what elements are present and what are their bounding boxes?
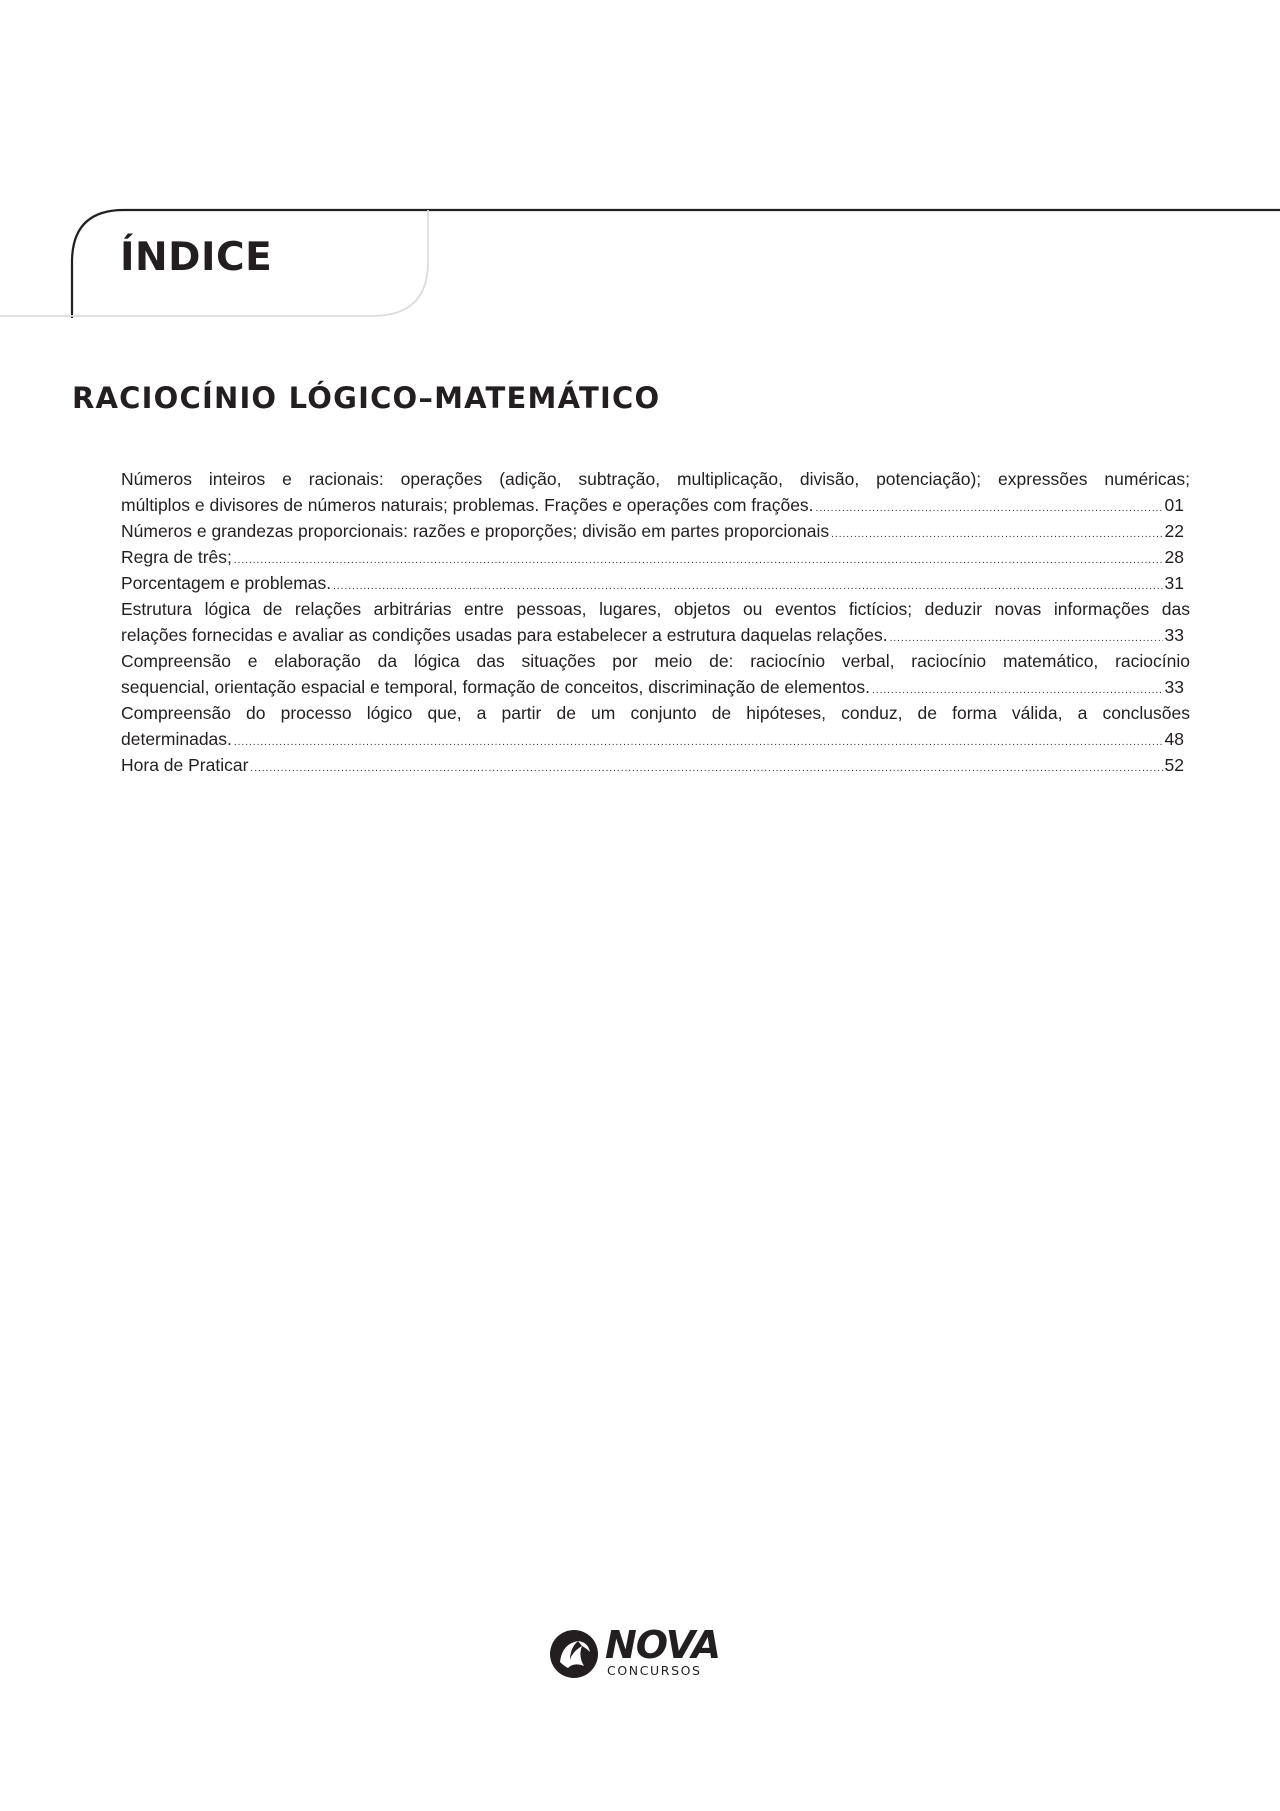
toc-entry-text: determinadas. xyxy=(121,729,232,749)
toc-entry-text: múltiplos e divisores de números naturais; problemas. Frações e operações com frações. xyxy=(121,495,814,515)
toc-page-number: 31 xyxy=(1164,573,1184,593)
toc-entry-text: Números inteiros e racionais: operações (adição, subtração, multiplicação, divisão, potenciação); expressões numéricas; xyxy=(121,469,1190,489)
toc-entry-text: relações fornecidas e avaliar as condições usadas para estabelecer a estrutura daquelas relações. xyxy=(121,625,888,645)
dot-leader xyxy=(234,738,1163,748)
toc-page-number: 33 xyxy=(1164,625,1184,645)
logo-wordmark: NOVA xyxy=(605,1623,720,1667)
toc-entry[interactable] xyxy=(121,596,1190,648)
dot-leader xyxy=(872,686,1163,696)
section-title: RACIOCÍNIO LÓGICO–MATEMÁTICO xyxy=(72,381,661,415)
toc-entry[interactable] xyxy=(121,544,1190,570)
dot-leader xyxy=(333,582,1162,592)
toc-entry[interactable] xyxy=(121,518,1190,544)
toc-entry-text: Hora de Praticar xyxy=(121,755,249,775)
nova-concursos-logo xyxy=(548,1625,718,1681)
dot-leader xyxy=(831,530,1162,540)
toc-entry-text: Compreensão do processo lógico que, a partir de um conjunto de hipóteses, conduz, de forma válida, a conclusões xyxy=(121,703,1190,723)
table-of-contents xyxy=(121,466,1190,778)
toc-entry-text: Números e grandezas proporcionais: razões e proporções; divisão em partes proporcionais xyxy=(121,521,830,541)
toc-entry[interactable] xyxy=(121,648,1190,700)
toc-entry-text: Estrutura lógica de relações arbitrárias entre pessoas, lugares, objetos ou eventos fictícios; deduzir novas informações das xyxy=(121,599,1190,619)
toc-entry-text: sequencial, orientação espacial e temporal, formação de conceitos, discriminação de elementos. xyxy=(121,677,871,697)
toc-entry-text: Porcentagem e problemas. xyxy=(121,573,332,593)
page-title: ÍNDICE xyxy=(120,235,273,280)
toc-page-number: 33 xyxy=(1164,677,1184,697)
toc-page-number: 01 xyxy=(1164,495,1184,515)
toc-page-number: 22 xyxy=(1164,521,1184,541)
dot-leader xyxy=(816,504,1163,514)
dot-leader xyxy=(234,556,1163,566)
logo-subtitle: CONCURSOS xyxy=(607,1663,702,1678)
toc-entry[interactable] xyxy=(121,700,1190,752)
toc-entry[interactable] xyxy=(121,570,1190,596)
toc-page-number: 28 xyxy=(1164,547,1184,567)
toc-entry-text: Regra de três; xyxy=(121,547,232,567)
dot-leader xyxy=(890,634,1163,644)
index-header-frame xyxy=(0,0,1280,330)
toc-entry[interactable] xyxy=(121,466,1190,518)
dot-leader xyxy=(250,764,1162,774)
toc-page-number: 48 xyxy=(1164,729,1184,749)
toc-entry-text: Compreensão e elaboração da lógica das situações por meio de: raciocínio verbal, raciocínio matemático, raciocínio xyxy=(121,651,1190,671)
toc-page-number: 52 xyxy=(1164,755,1184,775)
logo-mark-icon xyxy=(548,1628,600,1680)
toc-entry[interactable] xyxy=(121,752,1190,778)
